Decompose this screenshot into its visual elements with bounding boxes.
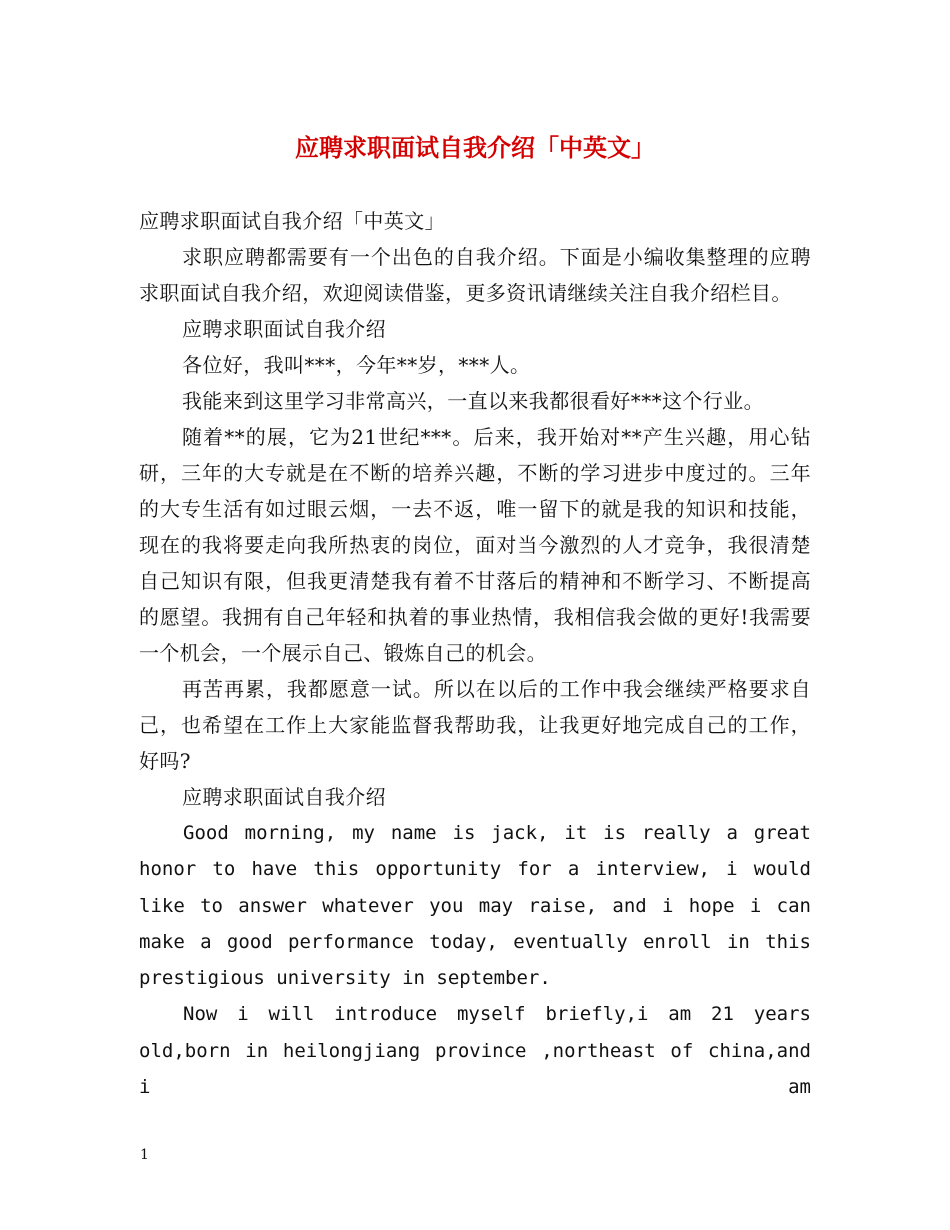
document-title: 应聘求职面试自我介绍「中英文」	[295, 133, 655, 162]
document-body	[139, 203, 811, 1105]
paragraph-greeting: 各位好，我叫***，今年**岁，***人。	[182, 353, 531, 377]
paragraph-willing: 再苦再累，我都愿意一试。所以在以后的工作中我会继续严格要求自己，也希望在工作上大家能监督我帮助我，让我更好地完成自己的工作，好吗?	[139, 677, 811, 773]
page-number: 1	[140, 1147, 149, 1163]
paragraph-heading: 应聘求职面试自我介绍「中英文」	[139, 209, 445, 233]
paragraph-experience: 随着**的展，它为21世纪***。后来，我开始对**产生兴趣，用心钻研，三年的大专就是在不断的培养兴趣，不断的学习进步中度过的。三年的大专生活有如过眼云烟，一去不返，唯一留下的就是我的知识和技能，现在的我将要走向我所热衷的岗位，面对当今激烈的人才竞争，我很清楚自己知识有限，但我更清楚我有着不甘落后的精神和不断学习、不断提高的愿望。我拥有自己年轻和执着的事业热情，我相信我会做的更好!我需要一个机会，一个展示自己、锻炼自己的机会。	[139, 425, 811, 665]
paragraph-happy: 我能来到这里学习非常高兴，一直以来我都很看好***这个行业。	[182, 389, 764, 413]
paragraph-subheading-2: 应聘求职面试自我介绍	[182, 785, 386, 809]
paragraph-subheading: 应聘求职面试自我介绍	[182, 317, 386, 341]
paragraph-intro: 求职应聘都需要有一个出色的自我介绍。下面是小编收集整理的应聘求职面试自我介绍，欢迎阅读借鉴，更多资讯请继续关注自我介绍栏目。	[139, 245, 811, 305]
paragraph-english-1: Good morning, my name is jack, it is really a great honor to have this opportunity for a interview, i would like to answer whatever you may raise, and i hope i can make a good performance today, eventually enroll in this prestigious university in september.	[139, 822, 811, 990]
paragraph-english-2: Now i will introduce myself briefly,i am 21 years old,born in heilongjiang province ,northeast of china,and i am	[139, 1003, 811, 1099]
